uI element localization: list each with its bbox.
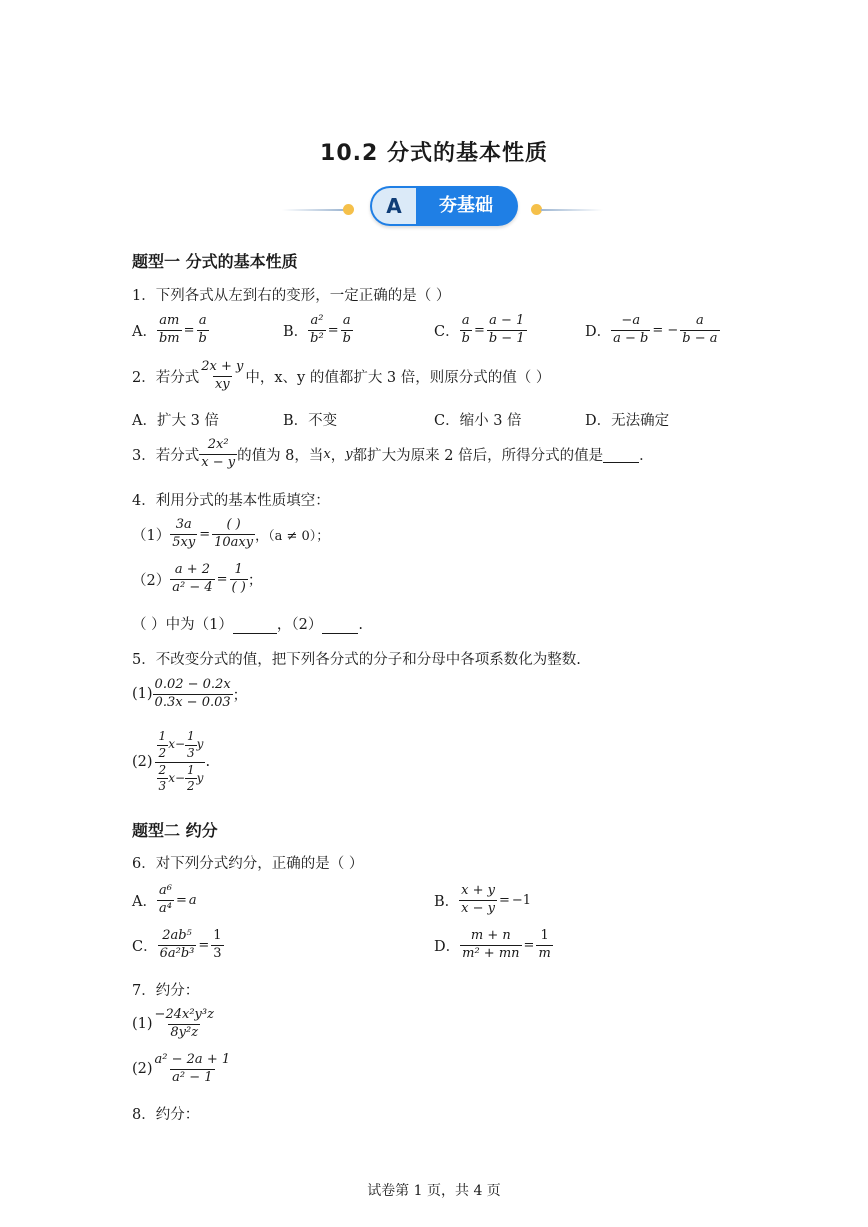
question-5-stem: 5．不改变分式的值，把下列各分式的分子和分母中各项系数化为整数. <box>132 652 581 668</box>
answer-end: . <box>358 617 363 633</box>
page-title: 10.2 分式的基本性质 <box>320 141 548 166</box>
question-3-end: ． <box>639 447 654 464</box>
question-1-option-c: C． $\frac{a}{b}$ = $\frac{a - 1}{b - 1}$ <box>434 313 525 346</box>
fraction-denominator: m <box>538 945 551 961</box>
banner-label: 夯基础 <box>439 195 493 216</box>
question-2-post: 中，x、y 的值都扩大 3 倍，则原分式的值（ ） <box>245 369 551 386</box>
fraction-denominator: x − y <box>201 454 236 470</box>
part-label: (1) <box>132 1016 153 1033</box>
fraction-numerator: a <box>342 313 351 328</box>
fraction-denominator: a² − 4 <box>172 579 213 595</box>
fraction-denominator: 10axy <box>214 534 254 550</box>
question-5-part-2 <box>132 730 210 794</box>
question-7-stem: 7．约分： <box>132 983 200 999</box>
question-4-part-1: （1） $\frac{3a}{5xy}$ = $\frac{( )}{\text{10axy}}$ ，（a ≠ 0）； <box>132 517 330 550</box>
part-end: ； <box>247 572 263 589</box>
banner-left-line <box>282 209 344 211</box>
fraction-denominator: b − a <box>682 330 718 346</box>
fraction-denominator: m² + mn <box>462 945 520 961</box>
variable-y: y <box>345 446 353 462</box>
fraction-denominator: x − y <box>461 900 495 916</box>
option-label: A． <box>132 323 157 340</box>
part-end: ； <box>232 687 248 704</box>
question-3-stem <box>132 438 654 471</box>
fraction-numerator: 2ab⁵ <box>162 928 192 943</box>
section-heading-1: 题型一 分式的基本性质 <box>132 252 298 271</box>
fraction-numerator: a <box>696 313 704 328</box>
question-3-pre: 3．若分式 <box>132 447 200 464</box>
fraction-numerator: x + y <box>461 883 495 898</box>
question-8-stem: 8．约分： <box>132 1107 200 1123</box>
section-heading-2: 题型二 约分 <box>132 821 218 840</box>
fraction-numerator: 2x + y <box>201 359 244 374</box>
fraction-denominator: ( ) <box>231 579 246 595</box>
fraction-numerator: 1 <box>213 928 222 943</box>
fraction-numerator: ( ) <box>226 517 241 532</box>
fraction-denominator: 3 <box>213 945 222 961</box>
fraction-numerator: −24x²y³z <box>154 1007 214 1022</box>
compound-fraction: $\frac{1}{2}$ x− $\frac{1}{3}$ y $\frac{2}{3}$ x− $\frac{1}{2}$ y <box>155 730 206 794</box>
question-2-option-a: A．扩大 3 倍 <box>132 413 219 429</box>
option-label: B． <box>434 893 460 910</box>
question-6-option-c: C． $\frac{\text{2ab⁵}}{\text{6a²b³}}$ = $\frac{1}{3}$ <box>132 928 222 961</box>
question-3-post1: 的值为 8，当 <box>237 447 324 464</box>
fraction-denominator: b² <box>310 330 324 346</box>
option-label: A． <box>132 893 157 910</box>
question-1-option-b: B． $\frac{\text{a²}}{\text{b²}}$ = $\frac{a}{b}$ <box>283 313 351 346</box>
fraction-denominator: b <box>342 330 351 346</box>
question-2-option-b: B．不变 <box>283 413 338 429</box>
part-label: (2) <box>132 1061 153 1078</box>
fraction-numerator: a <box>198 313 207 328</box>
banner-letter: A <box>372 188 416 224</box>
option-label: C． <box>434 323 460 340</box>
question-4-part-2: （2） $\frac{a + 2}{\text{a² − 4}}$ = $\frac{1}{( )}$ ； <box>132 562 263 595</box>
fraction-denominator: b <box>198 330 207 346</box>
option-label: D． <box>585 323 612 340</box>
fraction-denominator: 8y²z <box>170 1024 199 1040</box>
fraction-numerator: a − 1 <box>489 313 525 328</box>
page-footer: 试卷第 1 页，共 4 页 <box>367 1183 501 1199</box>
option-label: C． <box>132 938 158 955</box>
fraction-numerator: a <box>461 313 470 328</box>
question-1-stem: 1．下列各式从左到右的变形，一定正确的是（ ） <box>132 288 451 304</box>
fraction-denominator: 6a²b³ <box>159 945 195 961</box>
answer-mid: ，（2） <box>276 617 323 633</box>
part-label: (2) <box>132 754 153 771</box>
fraction-numerator: am <box>159 313 180 328</box>
question-2-stem <box>132 360 550 393</box>
fraction-denominator: 0.3x − 0.03 <box>154 694 231 710</box>
fraction-denominator: xy <box>214 376 230 392</box>
question-6-option-d: D． $\frac{m + n}{\text{m² + mn}}$ = $\frac{1}{m}$ <box>434 928 551 961</box>
question-4-stem: 4．利用分式的基本性质填空： <box>132 493 330 509</box>
banner-left-dot <box>343 204 354 215</box>
fraction-denominator: a² − 1 <box>172 1069 213 1085</box>
fraction-denominator: a − b <box>613 330 649 346</box>
question-6-stem: 6．对下列分式约分，正确的是（ ） <box>132 856 364 872</box>
fraction-numerator: m + n <box>470 928 511 943</box>
question-1-option-d: D． $\frac{-a}{a - b}$ = − $\frac{a}{b - a}$ <box>585 313 718 346</box>
question-6-option-b: B． $\frac{x + y}{x - y}$ = −1 <box>434 883 532 916</box>
question-4-answer-line <box>132 613 363 634</box>
fraction-denominator: b <box>461 330 470 346</box>
fraction-numerator: 3a <box>175 517 192 532</box>
fraction-numerator: −a <box>621 313 641 328</box>
fraction-denominator: b − 1 <box>488 330 525 346</box>
fraction-numerator: a⁶ <box>158 883 172 898</box>
question-7-part-1 <box>132 1008 216 1041</box>
fraction-numerator: 1 <box>540 928 549 943</box>
fraction-numerator: a² <box>310 313 324 328</box>
question-5-part-1 <box>132 678 247 711</box>
question-2-option-c: C．缩小 3 倍 <box>434 413 522 429</box>
option-label: B． <box>283 323 309 340</box>
question-7-part-2 <box>132 1053 232 1086</box>
fraction-denominator: a⁴ <box>158 900 172 916</box>
variable-x: x <box>323 446 331 462</box>
part-end: . <box>205 754 211 771</box>
fraction-numerator: 0.02 − 0.2x <box>154 677 231 692</box>
option-label: D． <box>434 938 461 955</box>
part-label: （1） <box>132 527 171 544</box>
answer-text: （ ）中为（1） <box>132 617 233 633</box>
fraction-numerator: 2x² <box>207 437 229 452</box>
answer-blank-2[interactable] <box>322 617 358 634</box>
result: a <box>188 892 197 908</box>
result: −1 <box>511 892 532 908</box>
question-2-option-d: D．无法确定 <box>585 413 670 429</box>
fraction-denominator: bm <box>158 330 180 346</box>
fraction-denominator: 5xy <box>172 534 196 550</box>
question-6-option-a: A． $\frac{\text{a⁶}}{\text{a⁴}}$ = a <box>132 883 197 916</box>
question-1-option-a: A． $\frac{am}{bm}$ = $\frac{a}{b}$ <box>132 313 207 346</box>
question-2-pre: 2．若分式 <box>132 369 200 386</box>
condition: ，（a ≠ 0）； <box>255 528 330 544</box>
answer-blank[interactable] <box>603 446 639 463</box>
question-3-post2: 都扩大为原来 2 倍后，所得分式的值是 <box>352 447 604 464</box>
separator: ， <box>330 447 346 464</box>
fraction-numerator: a + 2 <box>174 562 211 577</box>
answer-blank-1[interactable] <box>233 617 277 634</box>
fraction-numerator: 1 <box>234 562 243 577</box>
banner-right-line <box>541 209 603 211</box>
fraction-numerator: a² − 2a + 1 <box>154 1052 231 1067</box>
part-label: (1) <box>132 686 153 703</box>
part-label: （2） <box>132 572 171 589</box>
